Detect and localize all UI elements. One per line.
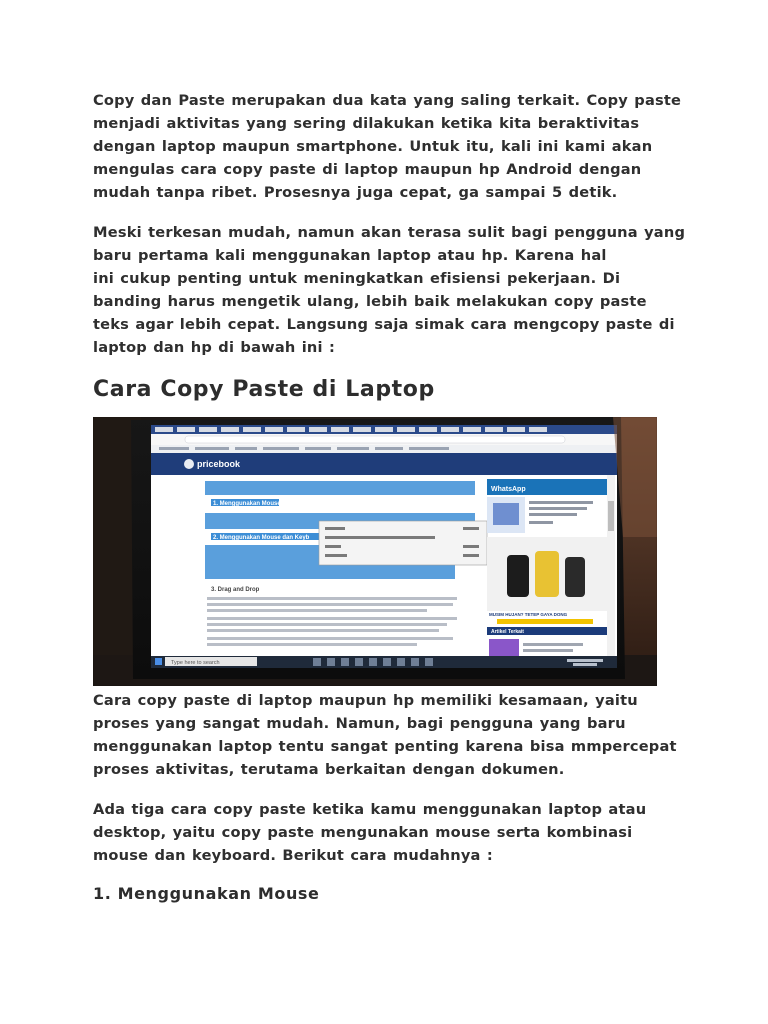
text-line: dengan laptop maupun smartphone. Untuk itu, kali ini kami akan [93, 138, 653, 155]
photo-ad-text: WhatsApp [491, 486, 526, 493]
text-line: mengulas cara copy paste di laptop maupun hp Android dengan [93, 161, 642, 178]
second-paragraph [93, 221, 686, 359]
photo-related-heading: Artikel Terkait [491, 629, 524, 635]
laptop-screen-photo [93, 417, 657, 686]
browser-screen [151, 425, 617, 668]
context-menu [319, 521, 487, 565]
text-line: desktop, yaitu copy paste mengunakan mouse serta kombinasi [93, 824, 633, 841]
text-line: proses aktivitas, terutama berkaitan dengan dokumen. [93, 761, 565, 778]
photo-taskbar-search: Type here to search [171, 660, 220, 666]
text-line: Ada tiga cara copy paste ketika kamu menggunakan laptop atau [93, 801, 647, 818]
text-line: Meski terkesan mudah, namun akan terasa sulit bagi pengguna yang [93, 224, 686, 241]
text-line: Copy dan Paste merupakan dua kata yang saling terkait. Copy paste [93, 92, 682, 109]
text-line: proses yang sangat mudah. Namun, bagi pengguna yang baru [93, 715, 626, 732]
site-logo: pricebook [197, 459, 241, 469]
sub-heading: 1. Menggunakan Mouse [93, 884, 320, 903]
text-line: menjadi aktivitas yang sering dilakukan ketika kita beraktivitas [93, 115, 640, 132]
photo-section-2: 2. Menggunakan Mouse dan Keyb [213, 535, 310, 541]
tiga-cara-paragraph [93, 798, 683, 867]
windows-taskbar [151, 656, 617, 668]
after-photo-paragraph [93, 689, 683, 781]
text-line: laptop dan hp di bawah ini : [93, 339, 336, 356]
text-line: banding harus mengetik ulang, lebih baik melakukan copy paste [93, 293, 647, 310]
photo-promo-text: MUSIM HUJAN? TETEP GAYA DONG [489, 612, 568, 617]
text-line: mudah tanpa ribet. Prosesnya juga cepat, ga sampai 5 detik. [93, 184, 618, 201]
intro-paragraph [93, 89, 683, 204]
text-line: Cara copy paste di laptop maupun hp memiliki kesamaan, yaitu [93, 692, 638, 709]
text-line: menggunakan laptop tentu sangat penting karena bisa mmpercepat [93, 738, 677, 755]
text-line: mouse dan keyboard. Berikut cara mudahnya : [93, 847, 493, 864]
photo-section-1: 1. Menggunakan Mouse [213, 501, 281, 507]
text-line: teks agar lebih cepat. Langsung saja simak cara mengcopy paste di [93, 316, 675, 333]
text-line: ini cukup penting untuk meningkatkan efisiensi pekerjaan. Di [93, 270, 621, 287]
section-heading: Cara Copy Paste di Laptop [93, 377, 435, 402]
text-line: baru pertama kali menggunakan laptop atau hp. Karena hal [93, 247, 607, 264]
photo-section-3: 3. Drag and Drop [211, 587, 260, 593]
